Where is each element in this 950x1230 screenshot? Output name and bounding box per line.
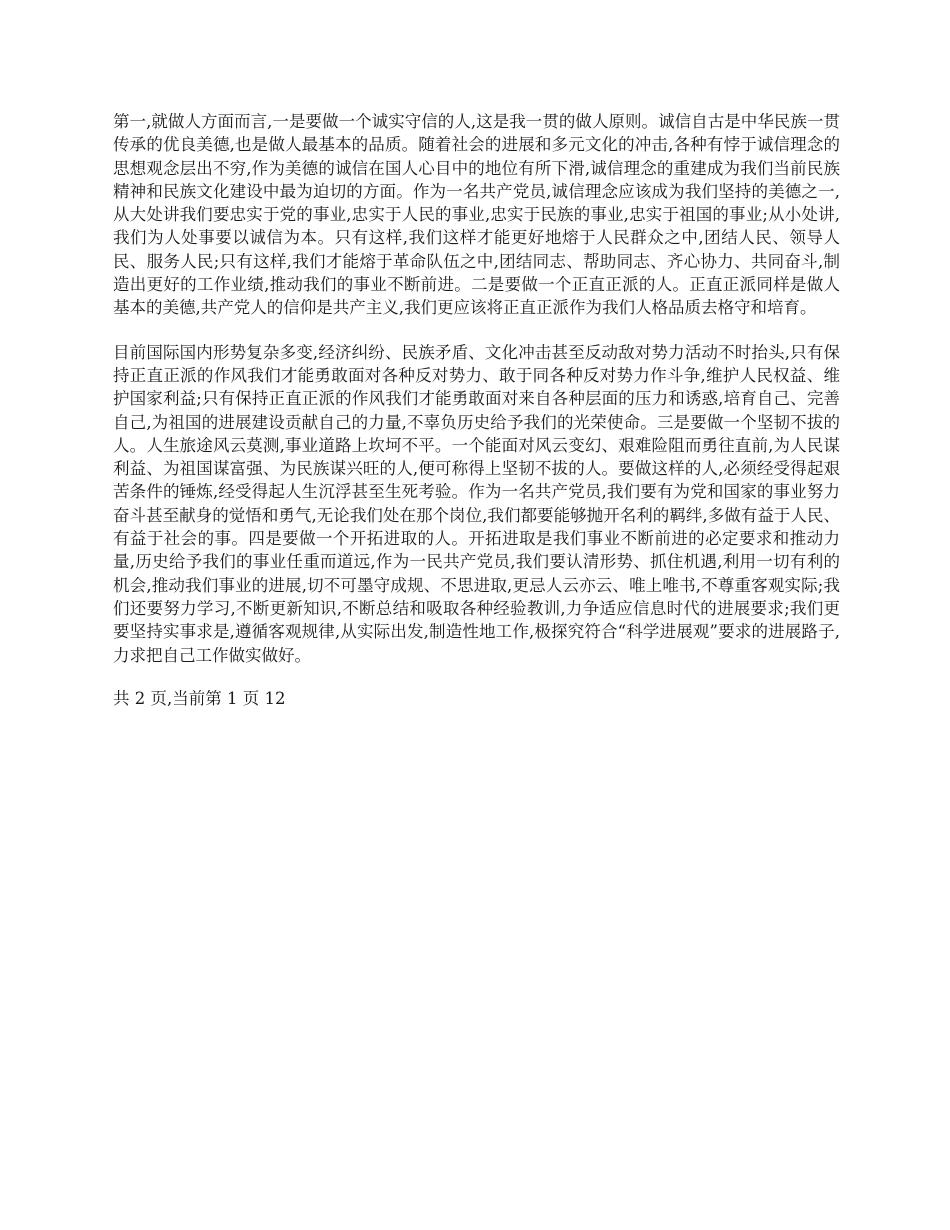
paragraph-2: 目前国际国内形势复杂多变,经济纠纷、民族矛盾、文化冲击甚至反动敌对势力活动不时抬头,只有保持正直正派的作风我们才能勇敢面对各种反对势力、敢于同各种反对势力作斗争,维护人民权益、维护国家利益;只有保持正直正派的作风我们才能勇敢面对来自各种层面的压力和诱惑,培育自己、完善自己,为祖国的进展建设贡献自己的力量,不辜负历史给予我们的光荣使命。三是要做一个坚韧不拔的人。人生旅途风云莫测,事业道路上坎坷不平。一个能面对风云变幻、艰难险阻而勇往直前,为人民谋利益、为祖国谋富强、为民族谋兴旺的人,便可称得上坚韧不拔的人。要做这样的人,必须经受得起艰苦条件的锤炼,经受得起人生沉浮甚至生死考验。作为一名共产党员,我们要有为党和国家的事业努力奋斗甚至献身的觉悟和勇气,无论我们处在那个岗位,我们都要能够抛开名利的羁绊,多做有益于人民、有益于社会的事。四是要做一个开拓进取的人。开拓进取是我们事业不断前进的必定要求和推动力量,历史给予我们的事业任重而道远,作为一民共产党员,我们要认清形势、抓住机遇,利用一切有利的机会,推动我们事业的进展,切不可墨守成规、不思进取,更忌人云亦云、唯上唯书,不尊重客观实际;我们还要努力学习,不断更新知识,不断总结和吸取各种经验教训,力争适应信息时代的进展要求;我们更要坚持实事求是,遵循客观规律,从实际出发,制造性地工作,极探究符合“科学进展观”要求的进展路子,力求把自己工作做实做好。 xyxy=(113,342,840,665)
page-indicator: 共 2 页,当前第 1 页 12 xyxy=(113,688,286,708)
document-body xyxy=(113,110,840,710)
paragraph-1: 第一,就做人方面而言,一是要做一个诚实守信的人,这是我一贯的做人原则。诚信自古是中华民族一贯传承的优良美德,也是做人最基本的品质。随着社会的进展和多元文化的冲击,各种有悖于诚信理念的思想观念层出不穷,作为美德的诚信在国人心目中的地位有所下滑,诚信理念的重建成为我们当前民族精神和民族文化建设中最为迫切的方面。作为一名共产党员,诚信理念应该成为我们坚持的美德之一,从大处讲我们要忠实于党的事业,忠实于人民的事业,忠实于民族的事业,忠实于祖国的事业;从小处讲,我们为人处事要以诚信为本。只有这样,我们这样才能更好地熔于人民群众之中,团结人民、领导人民、服务人民;只有这样,我们才能熔于革命队伍之中,团结同志、帮助同志、齐心协力、共同奋斗,制造出更好的工作业绩,推动我们的事业不断前进。二是要做一个正直正派的人。正直正派同样是做人基本的美德,共产党人的信仰是共产主义,我们更应该将正直正派作为我们人格品质去格守和培育。 xyxy=(113,112,840,318)
